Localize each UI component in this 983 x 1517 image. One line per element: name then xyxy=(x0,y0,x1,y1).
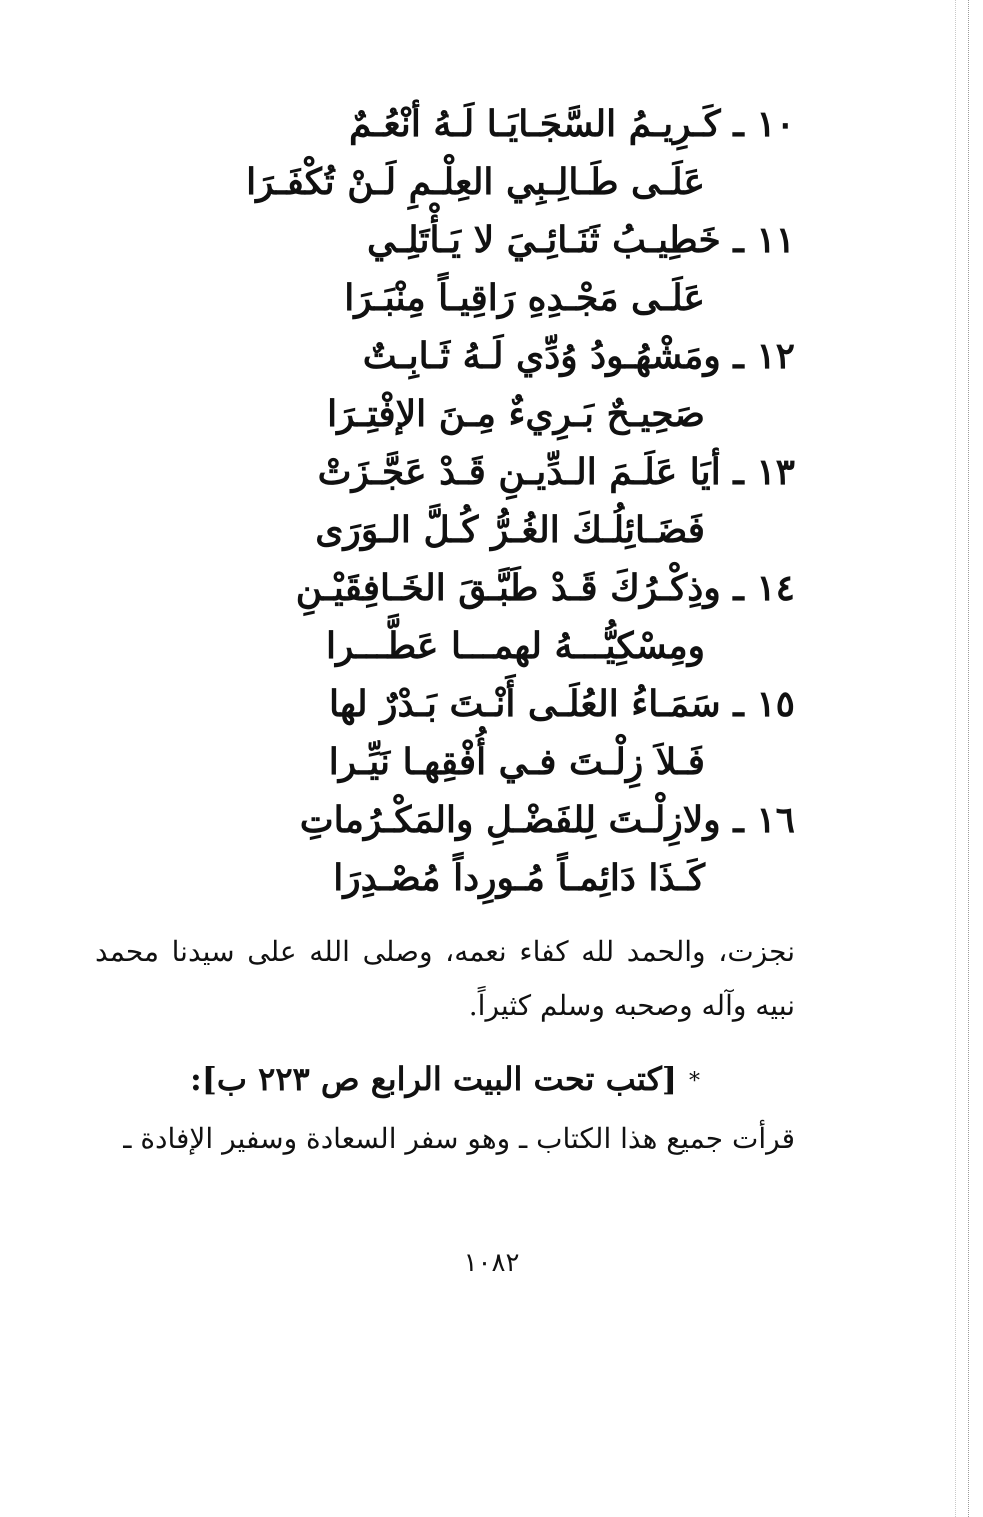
verse-separator: ـ xyxy=(720,567,757,609)
verse-separator: ـ xyxy=(720,451,757,493)
verse-separator: ـ xyxy=(720,103,757,145)
verse-separator: ـ xyxy=(720,799,757,841)
poem-verses xyxy=(95,95,795,907)
verse-number: ١٥ xyxy=(756,683,795,725)
verse-first-text: أيَا عَلَـمَ الـدِّيـنِ قَـدْ عَجَّـزَتْ xyxy=(317,451,721,493)
verse-number: ١٤ xyxy=(756,567,795,609)
verse-first-hemistich xyxy=(95,791,795,849)
verse-first-text: خَطِيـبُ ثَنَـائِـيَ لا يَـأْتَلِـي xyxy=(367,219,721,261)
verse-number: ١٣ xyxy=(756,451,795,493)
verse-number: ١٦ xyxy=(756,799,795,841)
verse-number: ١١ xyxy=(756,219,795,261)
verse-first-hemistich xyxy=(95,327,795,385)
footnote-marker: * xyxy=(689,1068,701,1094)
verse-separator: ـ xyxy=(720,683,757,725)
verse-first-text: وذِكْـرُكَ قَـدْ طَبَّـقَ الخَـافِقَيْـنِ xyxy=(295,567,721,609)
verse-second-hemistich: ومِسْكِيُّـــهُ لهمـــا عَطَّـــرا xyxy=(325,625,705,667)
scan-edge-line xyxy=(968,0,969,1517)
verse-first-hemistich xyxy=(95,559,795,617)
verse-second-hemistich: عَلَـى مَجْـدِهِ رَاقِيـاً مِنْبَـرَا xyxy=(344,277,705,319)
verse-first-text: ومَشْهُـودُ وُدِّي لَـهُ ثَـابِـتٌ xyxy=(362,335,721,377)
note-heading-text: [كتب تحت البيت الرابع ص ٢٢٣ ب]: xyxy=(189,1060,678,1098)
verse-first-text: سَمَـاءُ العُلَـى أَنْـتَ بَـدْرٌ لها xyxy=(329,683,721,725)
verse-second-hemistich: صَحِيـحٌ بَـرِيءٌ مِـنَ الإفْتِـرَا xyxy=(327,393,705,435)
verse-first-hemistich xyxy=(95,675,795,733)
closing-paragraph: نجزت، والحمد لله كفاء نعمه، وصلى الله على سيدنا محمد نبيه وآله وصحبه وسلم كثيراً. xyxy=(95,935,795,1022)
verse-second-hemistich: فَـلاَ زِلْـتَ فـي أُفْقِهـا نَيِّـرا xyxy=(328,741,705,783)
verse-first-text: كَـرِيـمُ السَّجَـايَـا لَـهُ أنْعُـمٌ xyxy=(348,103,721,145)
verse-first-hemistich xyxy=(95,211,795,269)
verse-second-hemistich: كَـذَا دَائِمـاً مُـورِداً مُصْـدِرَا xyxy=(333,857,705,899)
note-text: قرأت جميع هذا الكتاب ـ وهو سفر السعادة وسفير الإفادة ـ xyxy=(123,1121,795,1155)
verse-separator: ـ xyxy=(720,219,757,261)
verse-second-hemistich: عَلَـى طَـالِـبِي العِلْـمِ لَـنْ تُكْفَـرَا xyxy=(246,161,705,203)
verse-first-hemistich xyxy=(95,443,795,501)
scan-edge-line-inner xyxy=(955,0,956,1517)
verse-second-hemistich: فَضَـائِلُـكَ الغُـرُّ كُـلَّ الـوَرَى xyxy=(315,509,705,551)
verse-first-hemistich xyxy=(95,95,795,153)
page-number: ١٠٨٢ xyxy=(463,1248,520,1278)
verse-number: ١٠ xyxy=(756,103,795,145)
note-heading xyxy=(95,1049,795,1112)
page-body xyxy=(95,95,795,1166)
verse-number: ١٢ xyxy=(756,335,795,377)
verse-first-text: ولازِلْـتَ لِلفَضْـلِ والمَكْـرُماتِ xyxy=(299,799,721,841)
verse-separator: ـ xyxy=(720,335,757,377)
